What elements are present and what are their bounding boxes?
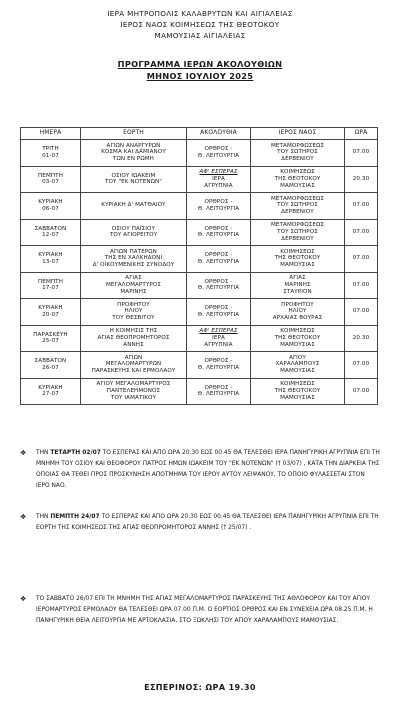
cell-day: ΤΡΙΤΗ 01-07 [21, 140, 81, 167]
cell-feast: ΑΓΙΑΣ ΜΕΓΑΛΟΜΑΡΤΥΡΟΣ ΜΑΡΙΝΗΣ [81, 272, 187, 299]
bullet-icon: ❖ [20, 449, 27, 457]
cell-day: ΚΥΡΙΑΚΗ 20-07 [21, 299, 81, 326]
header-feast: ΕΟΡΤΗ [81, 128, 187, 140]
cell-service: ΟΡΘΡΟΣ - Θ. ΛΕΙΤΟΥΡΓΙΑ [187, 272, 251, 299]
schedule-title [0, 58, 400, 82]
cell-time: 07.00 [345, 193, 378, 220]
table-row [21, 219, 378, 246]
cell-service: ΟΡΘΡΟΣ - Θ. ΛΕΙΤΟΥΡΓΙΑ [187, 299, 251, 326]
header-time: ΩΡΑ [345, 128, 378, 140]
header-service: ΑΚΟΛΟΥΘΙΑ [187, 128, 251, 140]
title-line-1: ΠΡΟΓΡΑΜΜΑ ΙΕΡΩΝ ΑΚΟΛΟΥΘΙΩΝ [117, 59, 283, 69]
cell-time: 07.00 [345, 378, 378, 405]
cell-feast: ΠΡΟΦΗΤΟΥ ΗΛΙΟΥ ΤΟΥ ΘΕΣΒΙΤΟΥ [81, 299, 187, 326]
cell-service: ΟΡΘΡΟΣ - Θ. ΛΕΙΤΟΥΡΓΙΑ [187, 219, 251, 246]
cell-day: ΚΥΡΙΑΚΗ 13-07 [21, 246, 81, 273]
cell-time: 07.00 [345, 219, 378, 246]
cell-day: ΣΑΒΒΑΤΟΝ 12-07 [21, 219, 81, 246]
bullet-icon: ❖ [20, 595, 27, 603]
note-3: ❖ ΤΟ ΣΑΒΒΑΤΟ 26/07 ΕΠΙ ΤΗ ΜΝΗΜΗ ΤΗΣ ΑΓΙΑΣ ΜΕΓΑΛΟΜΑΡΤΥΡΟΣ ΠΑΡΑΣΚΕΥΗΣ ΤΗΣ ΑΘΛΟΦΟΡΟΥ ΚΑΙ ΤΟΥ ΑΓΙΟΥ ΙΕΡΟΜΑΡΤΥΡΟΣ ΕΡΜΟΛΑΟΥ ΘΑ ΤΕΛΕΣΘΕΙ ΩΡΑ 07.00 Π.Μ. Ο ΕΟΡΤΙΟΣ ΟΡΘΡΟΣ ΚΑΙ ΕΝ ΣΥΝΕΧΕΙΑ ΩΡΑ 08.25 Π.Μ. Η ΠΑΝΗΓΥΡΙΚΗ ΘΕΙΑ ΛΕΙΤΟΥΡΓΙΑ ΜΕ ΑΡΤΟΚΛΑΣΙΑ, ΣΤΟ ΞΩΚΛΗΣΙ ΤΟΥ ΑΓΙΟΥ ΧΑΡΑΛΑΜΠΟΥΣ ΜΑΜΟΥΣΙΑΣ. [20, 595, 373, 624]
cell-feast: ΑΓΙΩΝ ΠΑΤΕΡΩΝ ΤΗΣ ΕΝ ΧΑΛΚΗΔΟΝΙ Δ' ΟΙΚΟΥΜΕΝΙΚΗΣ ΣΥΝΟΔΟΥ [81, 246, 187, 273]
cell-service: ΟΡΘΡΟΣ - Θ. ΛΕΙΤΟΥΡΓΙΑ [187, 140, 251, 167]
cell-day: ΚΥΡΙΑΚΗ 27-07 [21, 378, 81, 405]
table-row [21, 352, 378, 379]
cell-service: ΑΦ' ΕΣΠΕΡΑΣ ΙΕΡΑ ΑΓΡΥΠΝΙΑ [187, 325, 251, 352]
table-row [21, 193, 378, 220]
cell-day: ΠΕΜΠΤΗ 03-07 [21, 166, 81, 193]
cell-feast: ΚΥΡΙΑΚΗ Δ' ΜΑΤΘΑΙΟΥ [81, 193, 187, 220]
table-row [21, 378, 378, 405]
cell-church: ΜΕΤΑΜΟΡΦΩΣΕΩΣ ΤΟΥ ΣΩΤΗΡΟΣ ΔΕΡΒΕΝΙΟΥ [251, 140, 345, 167]
church-line: ΙΕΡΟΣ ΝΑΟΣ ΚΟΙΜΗΣΕΩΣ ΤΗΣ ΘΕΟΤΟΚΟΥ [120, 20, 280, 29]
cell-service: ΟΡΘΡΟΣ - Θ. ΛΕΙΤΟΥΡΓΙΑ [187, 352, 251, 379]
cell-church: ΚΟΙΜΗΣΕΩΣ ΤΗΣ ΘΕΟΤΟΚΟΥ ΜΑΜΟΥΣΙΑΣ [251, 378, 345, 405]
header-church: ΙΕΡΟΣ ΝΑΟΣ [251, 128, 345, 140]
table-row [21, 140, 378, 167]
table-row [21, 325, 378, 352]
cell-day: ΠΑΡΑΣΚΕΥΗ 25-07 [21, 325, 81, 352]
cell-church: ΚΟΙΜΗΣΕΩΣ ΤΗΣ ΘΕΟΤΟΚΟΥ ΜΑΜΟΥΣΙΑΣ [251, 246, 345, 273]
table-row [21, 299, 378, 326]
note-2-date: ΠΕΜΠΤΗ 24/07 [50, 514, 100, 520]
metropolis-line: ΙΕΡΑ ΜΗΤΡΟΠΟΛΙΣ ΚΑΛΑΒΡΥΤΩΝ ΚΑΙ ΑΙΓΙΑΛΕΙΑΣ [107, 9, 293, 18]
cell-church: ΚΟΙΜΗΣΕΩΣ ΤΗΣ ΘΕΟΤΟΚΟΥ ΜΑΜΟΥΣΙΑΣ [251, 166, 345, 193]
document-header [0, 8, 400, 41]
cell-feast: ΑΓΙΩΝ ΜΕΓΑΛΟΜΑΡΤΥΡΩΝ ΠΑΡΑΣΚΕΥΗΣ ΚΑΙ ΕΡΜΟΛΑΟΥ [81, 352, 187, 379]
cell-service: ΑΦ' ΕΣΠΕΡΑΣ ΙΕΡΑ ΑΓΡΥΠΝΙΑ [187, 166, 251, 193]
cell-time: 07.00 [345, 246, 378, 273]
cell-time: 07.00 [345, 352, 378, 379]
location-line: ΜΑΜΟΥΣΙΑΣ ΑΙΓΙΑΛΕΙΑΣ [154, 31, 246, 40]
table-row [21, 272, 378, 299]
cell-feast: ΟΣΙΟΥ ΠΑΪΣΙΟΥ ΤΟΥ ΑΓΙΟΡΕΙΤΟΥ [81, 219, 187, 246]
cell-church: ΜΕΤΑΜΟΡΦΩΣΕΩΣ ΤΟΥ ΣΩΤΗΡΟΣ ΔΕΡΒΕΝΙΟΥ [251, 219, 345, 246]
cell-feast: ΑΓΙΩΝ ΑΝΑΡΓΥΡΩΝ ΚΟΣΜΑ ΚΑΙ ΔΑΜΙΑΝΟΥ ΤΩΝ ΕΝ ΡΩΜΗ [81, 140, 187, 167]
cell-time: 07.00 [345, 299, 378, 326]
note-1-date: ΤΕΤΑΡΤΗ 02/07 [50, 450, 101, 456]
cell-feast: Η ΚΟΙΜΗΣΙΣ ΤΗΣ ΑΓΙΑΣ ΘΕΟΠΡΟΜΗΤΟΡΟΣ ΑΝΝΗΣ [81, 325, 187, 352]
cell-feast: ΟΣΙΟΥ ΙΩΑΚΕΙΜ ΤΟΥ "ΕΚ ΝΟΤΕΝΩΝ" [81, 166, 187, 193]
cell-church: ΜΕΤΑΜΟΡΦΩΣΕΩΣ ΤΟΥ ΣΩΤΗΡΟΣ ΔΕΡΒΕΝΙΟΥ [251, 193, 345, 220]
cell-time: 07.00 [345, 140, 378, 167]
table-header-row [21, 128, 378, 140]
cell-church: ΑΓΙΟΥ ΧΑΡΑΛΑΜΠΟΥΣ ΜΑΜΟΥΣΙΑΣ [251, 352, 345, 379]
cell-time: 20.30 [345, 325, 378, 352]
cell-service: ΟΡΘΡΟΣ - Θ. ΛΕΙΤΟΥΡΓΙΑ [187, 378, 251, 405]
cell-church: ΠΡΟΦΗΤΟΥ ΗΛΙΟΥ ΑΡΧΑΙΑΣ ΒΟΥΡΑΣ [251, 299, 345, 326]
cell-time: 20.30 [345, 166, 378, 193]
cell-service: ΟΡΘΡΟΣ - Θ. ΛΕΙΤΟΥΡΓΙΑ [187, 246, 251, 273]
cell-feast: ΑΓΙΟΥ ΜΕΓΑΛΟΜΑΡΤΥΡΟΣ ΠΑΝΤΕΛΕΗΜΟΝΟΣ ΤΟΥ ΙΑΜΑΤΙΚΟΥ [81, 378, 187, 405]
cell-service: ΟΡΘΡΟΣ - Θ. ΛΕΙΤΟΥΡΓΙΑ [187, 193, 251, 220]
table-row [21, 246, 378, 273]
note-1: ❖ ΤΗΝ ΤΕΤΑΡΤΗ 02/07 ΤΟ ΕΣΠΕΡΑΣ ΚΑΙ ΑΠΟ ΩΡΑ 20.30 ΕΩΣ 00.45 ΘΑ ΤΕΛΕΣΘΕΙ ΙΕΡΑ ΠΑΝΗΓΥΡΙΚΗ ΑΓΡΥΠΝΙΑ ΕΠΙ ΤΗ ΜΝΗΜΗ ΤΟΥ ΟΣΙΟΥ ΚΑΙ ΘΕΟΦΟΡΟΥ ΠΑΤΡΟΣ ΗΜΩΝ ΙΩΑΚΕΙΜ ΤΟΥ "ΕΚ ΝΟΤΕΝΩΝ" († 03/07) , ΚΑΤΑ ΤΗΝ ΔΙΑΡΚΕΙΑ ΤΗΣ ΟΠΟΙΑΣ ΘΑ ΤΕΘΕΙ ΠΡΟΣ ΠΡΟΣΚΥΝΗΣΗ ΑΠΟΤΜΗΜΑ ΤΟΥ ΙΕΡΟΥ ΑΥΤΟΥ ΛΕΙΨΑΝΟΥ, ΤΟ ΟΠΟΙΟ ΦΥΛΑΣΣΕΤΑΙ ΣΤΟΝ ΙΕΡΟ ΝΑΟ. [20, 449, 380, 489]
cell-day: ΚΥΡΙΑΚΗ 06-07 [21, 193, 81, 220]
schedule-table [20, 127, 378, 405]
note-2: ❖ ΤΗΝ ΠΕΜΠΤΗ 24/07 ΤΟ ΕΣΠΕΡΑΣ ΚΑΙ ΑΠΟ ΩΡΑ 20.30 ΕΩΣ 00.45 ΘΑ ΤΕΛΕΣΘΕΙ ΙΕΡΑ ΠΑΝΗΓΥΡΙΚΗ ΑΓΡΥΠΝΙΑ ΕΠΙ ΤΗ ΕΟΡΤΗ ΤΗΣ ΚΟΙΜΗΣΕΩΣ ΤΗΣ ΑΓΙΑΣ ΘΕΟΠΡΟΜΗΤΟΡΟΣ ΑΝΝΗΣ († 25/07) . [20, 513, 379, 531]
bullet-icon: ❖ [20, 513, 27, 521]
header-day: ΗΜΕΡΑ [21, 128, 81, 140]
cell-church: ΑΓΙΑΣ ΜΑΡΙΝΗΣ ΣΤΑΥΡΙΟΝ [251, 272, 345, 299]
cell-day: ΣΑΒΒΑΤΟΝ 26-07 [21, 352, 81, 379]
vespers-footer: ΕΣΠΕΡΙΝΟΣ: ΩΡΑ 19.30 [144, 683, 256, 692]
cell-time: 07.00 [345, 272, 378, 299]
cell-church: ΚΟΙΜΗΣΕΩΣ ΤΗΣ ΘΕΟΤΟΚΟΥ ΜΑΜΟΥΣΙΑΣ [251, 325, 345, 352]
title-line-2: ΜΗΝΟΣ ΙΟΥΛΙΟΥ 2025 [146, 71, 254, 81]
cell-day: ΠΕΜΠΤΗ 17-07 [21, 272, 81, 299]
table-row [21, 166, 378, 193]
